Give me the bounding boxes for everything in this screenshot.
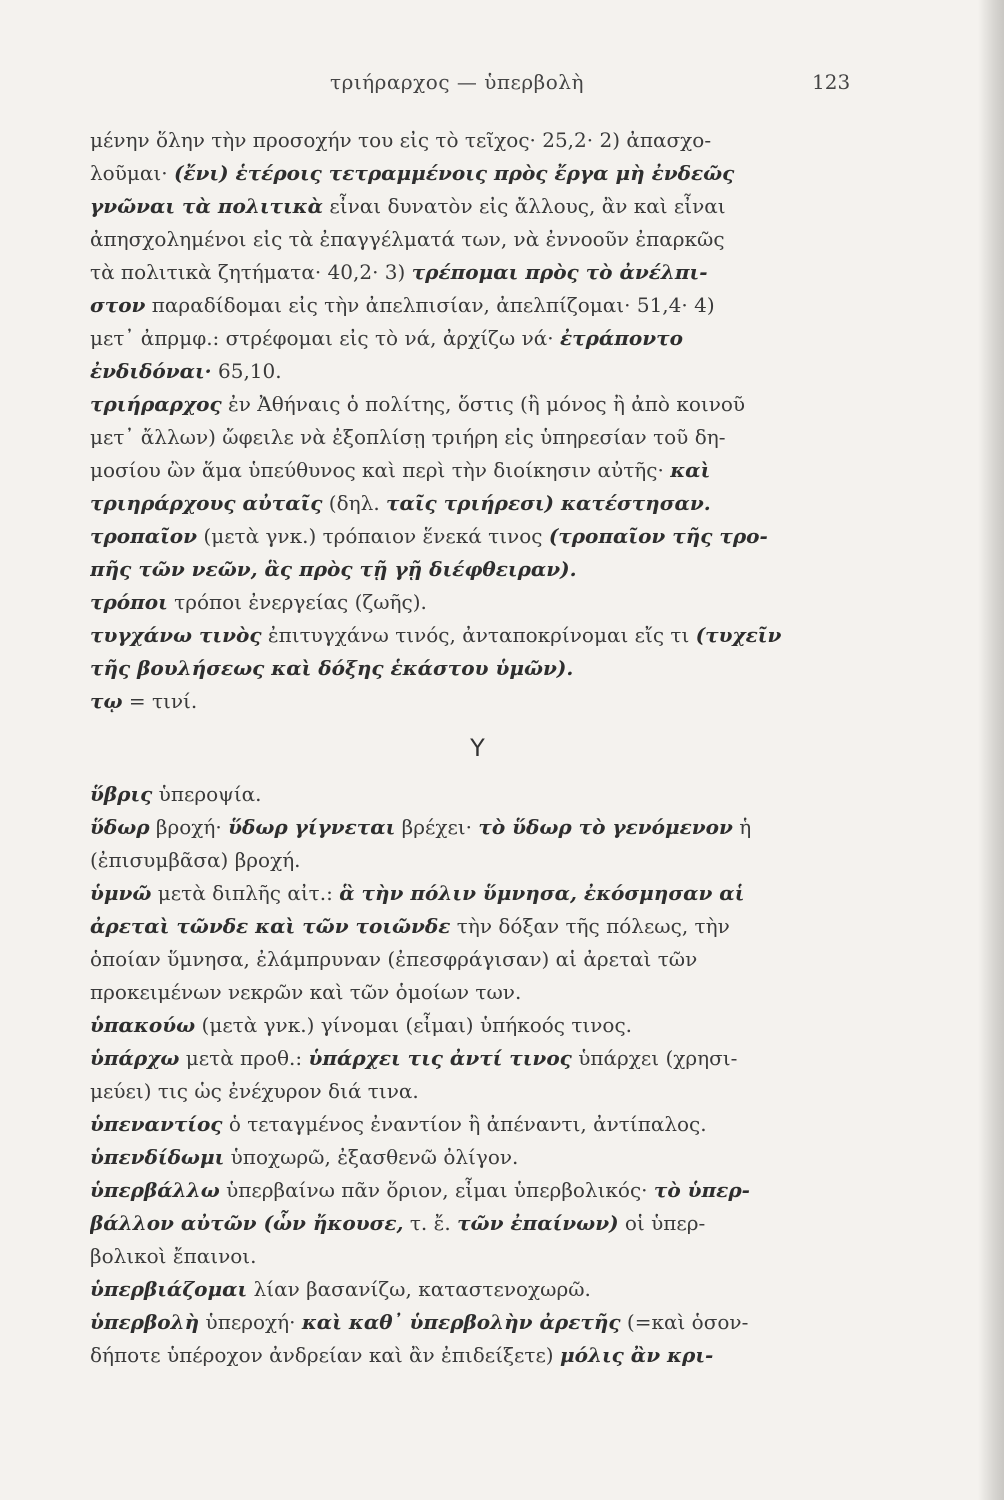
- text-line: [90, 586, 865, 619]
- definition-text: ὑπερβαίνω πᾶν ὅριον, εἶμαι ὑπερβολικός·: [219, 1178, 654, 1202]
- definition-text: βρέχει·: [395, 815, 479, 839]
- entry-hyperbiazomai: [90, 1273, 865, 1306]
- definition-text: λίαν βασανίζω, καταστενοχωρῶ.: [247, 1277, 591, 1301]
- text-line: [90, 1075, 865, 1108]
- definition-text: (μετὰ γνκ.) γίνομαι (εἶμαι) ὑπήκοός τινος.: [195, 1013, 633, 1037]
- text-line: [90, 1339, 865, 1372]
- continued-entry: [90, 124, 865, 388]
- entry-hypakouo: [90, 1009, 865, 1042]
- headword-phrase: τροπαῖον: [90, 524, 198, 548]
- headword-phrase: ὑμνῶ: [90, 881, 152, 905]
- text-line: [90, 1273, 865, 1306]
- text-line: [90, 454, 865, 487]
- entry-hypenantios: [90, 1108, 865, 1141]
- text-line: [90, 1141, 865, 1174]
- headword-phrase: (ἔνι) ἑτέροις τετραμμένοις πρὸς ἔργα μὴ ἐνδεῶς: [173, 161, 735, 185]
- definition-text: οἱ ὑπερ-: [618, 1211, 706, 1235]
- text-line: [90, 388, 865, 421]
- page-edge-shadow: [978, 0, 1004, 1500]
- definition-text: μοσίου ὢν ἅμα ὑπεύθυνος καὶ περὶ τὴν διοίκησιν αὐτῆς·: [90, 458, 671, 482]
- headword-phrase: καὶ: [670, 458, 711, 482]
- headword-phrase: ἐνδιδόναι·: [90, 359, 212, 383]
- text-line: [90, 190, 865, 223]
- text-line: [90, 910, 865, 943]
- headword-phrase: ὕδωρ: [90, 815, 150, 839]
- text-line: [90, 811, 865, 844]
- definition-text: μετὰ προθ.:: [179, 1046, 309, 1070]
- definition-text: ἡ: [732, 815, 752, 839]
- headword-phrase: καὶ καθ᾽ ὑπερβολὴν ἀρετῆς: [301, 1310, 621, 1334]
- definition-text: ἐπιτυγχάνω τινός, ἀνταποκρίνομαι εἴς τι: [261, 623, 696, 647]
- definition-text: ὑπεροψία.: [152, 782, 262, 806]
- text-line: [90, 322, 865, 355]
- text-line: [90, 778, 865, 811]
- entry-hyperbole: [90, 1306, 865, 1372]
- text-line: [90, 1174, 865, 1207]
- text-line: [90, 976, 865, 1009]
- text-line: [90, 1009, 865, 1042]
- headword-phrase: στον: [90, 293, 146, 317]
- headword-phrase: ὑπερβολὴ: [90, 1310, 200, 1334]
- headword-phrase: τῳ: [90, 689, 123, 713]
- text-line: [90, 355, 865, 388]
- headword-phrase: ὑπερβάλλω: [90, 1178, 220, 1202]
- definition-text: ὑποχωρῶ, ἐξασθενῶ ὀλίγον.: [224, 1145, 519, 1169]
- text-line: [90, 487, 865, 520]
- definition-text: (δηλ.: [322, 491, 387, 515]
- definition-text: ὑπεροχή·: [199, 1310, 302, 1334]
- definition-text: 65,10.: [211, 359, 282, 383]
- headword-phrase: τῶν ἐπαίνων): [457, 1211, 619, 1235]
- headword-phrase: τῆς βουλήσεως καὶ δόξης ἑκάστου ὑμῶν).: [90, 656, 574, 680]
- definition-text: τὰ πολιτικὰ ζητήματα· 40,2· 3): [90, 260, 412, 284]
- headword-phrase: γνῶναι τὰ πολιτικὰ: [90, 194, 324, 218]
- definition-text: (=καὶ ὁσον-: [620, 1310, 749, 1334]
- definition-text: μετ᾽ ἄλλων) ὤφειλε νὰ ἐξοπλίσῃ τριήρη εἰς ὑπηρεσίαν τοῦ δη-: [90, 425, 726, 449]
- definition-text: ἐν Ἀθήναις ὁ πολίτης, ὅστις (ἢ μόνος ἢ ἀπὸ κοινοῦ: [221, 392, 746, 416]
- entry-hypendidomi: [90, 1141, 865, 1174]
- entry-to: [90, 685, 865, 718]
- headword-phrase: ἐτράποντο: [559, 326, 683, 350]
- definition-text: τρόποι ἐνεργείας (ζωῆς).: [167, 590, 427, 614]
- definition-text: τ. ἔ.: [403, 1211, 458, 1235]
- headword-phrase: πῆς τῶν νεῶν, ἃς πρὸς τῇ γῇ διέφθειραν).: [90, 557, 577, 581]
- dictionary-body: [90, 124, 865, 1372]
- headword-phrase: (τροπαῖον τῆς τρο-: [548, 524, 768, 548]
- definition-text: προκειμένων νεκρῶν καὶ τῶν ὁμοίων των.: [90, 980, 522, 1004]
- definition-text: βολικοὶ ἔπαινοι.: [90, 1244, 257, 1268]
- headword-phrase: ὑπάρχω: [90, 1046, 180, 1070]
- entry-hymno: [90, 877, 865, 1009]
- headword-phrase: τριηράρχους αὐταῖς: [90, 491, 323, 515]
- definition-text: = τινί.: [122, 689, 198, 713]
- definition-text: δήποτε ὑπέροχον ἀνδρείαν καὶ ἂν ἐπιδείξετε): [90, 1343, 560, 1367]
- headword-phrase: ἀρεταὶ τῶνδε καὶ τῶν τοιῶνδε: [90, 914, 451, 938]
- headword-phrase: ὕβρις: [90, 782, 153, 806]
- text-line: [90, 553, 865, 586]
- text-line: [90, 943, 865, 976]
- text-line: [90, 619, 865, 652]
- text-line: [90, 1042, 865, 1075]
- definition-text: (ἐπισυμβᾶσα) βροχή.: [90, 848, 301, 872]
- definition-text: μένην ὅλην τὴν προσοχήν του εἰς τὸ τεῖχος· 25,2· 2) ἀπασχο-: [90, 128, 712, 152]
- headword-phrase: (τυχεῖν: [695, 623, 782, 647]
- headword-phrase: τρόποι: [90, 590, 168, 614]
- headword-phrase: τὸ ὑπερ-: [653, 1178, 750, 1202]
- definition-text: μετ᾽ ἀπρμφ.: στρέφομαι εἰς τὸ νά, ἀρχίζω νά·: [90, 326, 560, 350]
- page-number: 123: [812, 70, 851, 94]
- headword-phrase: βάλλον αὐτῶν (ὧν ἤκουσε,: [90, 1211, 404, 1235]
- text-line: [90, 520, 865, 553]
- text-line: [90, 844, 865, 877]
- headword-phrase: μόλις ἂν κρι-: [559, 1343, 714, 1367]
- headword-phrase: ὑπακούω: [90, 1013, 196, 1037]
- text-line: [90, 1207, 865, 1240]
- headword-phrase: ταῖς τριήρεσι) κατέστησαν.: [386, 491, 711, 515]
- text-line: [90, 1306, 865, 1339]
- text-line: [90, 1108, 865, 1141]
- text-line: [90, 1240, 865, 1273]
- text-line: [90, 124, 865, 157]
- headword-phrase: τρέπομαι πρὸς τὸ ἀνέλπι-: [411, 260, 708, 284]
- definition-text: μετὰ διπλῆς αἰτ.:: [151, 881, 340, 905]
- entry-hyparcho: [90, 1042, 865, 1108]
- headword-phrase: ὑπάρχει τις ἀντί τινος: [308, 1046, 572, 1070]
- entry-tropaion: [90, 520, 865, 586]
- entry-tynchano: [90, 619, 865, 685]
- definition-text: παραδίδομαι εἰς τὴν ἀπελπισίαν, ἀπελπίζομαι· 51,4· 4): [145, 293, 715, 317]
- page-header: [0, 70, 1004, 100]
- text-line: [90, 289, 865, 322]
- text-line: [90, 652, 865, 685]
- entry-trierarchos: [90, 388, 865, 520]
- text-line: [90, 256, 865, 289]
- section-letter: Υ: [470, 734, 485, 762]
- definition-text: ἀπησχολημένοι εἰς τὰ ἐπαγγέλματά των, νὰ ἐννοοῦν ἐπαρκῶς: [90, 227, 725, 251]
- headword-phrase: ὑπερβιάζομαι: [90, 1277, 248, 1301]
- definition-text: εἶναι δυνατὸν εἰς ἄλλους, ἂν καὶ εἶναι: [323, 194, 726, 218]
- running-head: τριήραρχος — ὑπερβολὴ: [330, 70, 584, 94]
- definition-text: ὁποίαν ὕμνησα, ἐλάμπρυναν (ἐπεσφράγισαν) αἱ ἀρεταὶ τῶν: [90, 947, 698, 971]
- headword-phrase: τριήραρχος: [90, 392, 222, 416]
- headword-phrase: ὑπεναντίος: [90, 1112, 223, 1136]
- definition-text: ὑπάρχει (χρησι-: [571, 1046, 738, 1070]
- headword-phrase: ὕδωρ γίγνεται: [228, 815, 396, 839]
- definition-text: βροχή·: [149, 815, 229, 839]
- text-line: [90, 157, 865, 190]
- definition-text: μεύει) τις ὡς ἐνέχυρον διά τινα.: [90, 1079, 419, 1103]
- headword-phrase: ὑπενδίδωμι: [90, 1145, 225, 1169]
- text-line: [90, 223, 865, 256]
- headword-phrase: ἃ τὴν πόλιν ὕμνησα, ἐκόσμησαν αἱ: [339, 881, 745, 905]
- entry-hydor: [90, 811, 865, 877]
- text-line: [90, 421, 865, 454]
- text-line: [90, 877, 865, 910]
- entry-hybris: [90, 778, 865, 811]
- definition-text: ὁ τεταγμένος ἐναντίον ἢ ἀπέναντι, ἀντίπαλος.: [222, 1112, 707, 1136]
- headword-phrase: τυγχάνω τινὸς: [90, 623, 262, 647]
- definition-text: τὴν δόξαν τῆς πόλεως, τὴν: [450, 914, 730, 938]
- entry-hyperballo: [90, 1174, 865, 1273]
- text-line: [90, 685, 865, 718]
- headword-phrase: τὸ ὕδωρ τὸ γενόμενον: [478, 815, 733, 839]
- entry-tropoi: [90, 586, 865, 619]
- definition-text: λοῦμαι·: [90, 161, 174, 185]
- definition-text: (μετὰ γνκ.) τρόπαιον ἕνεκά τινος: [197, 524, 549, 548]
